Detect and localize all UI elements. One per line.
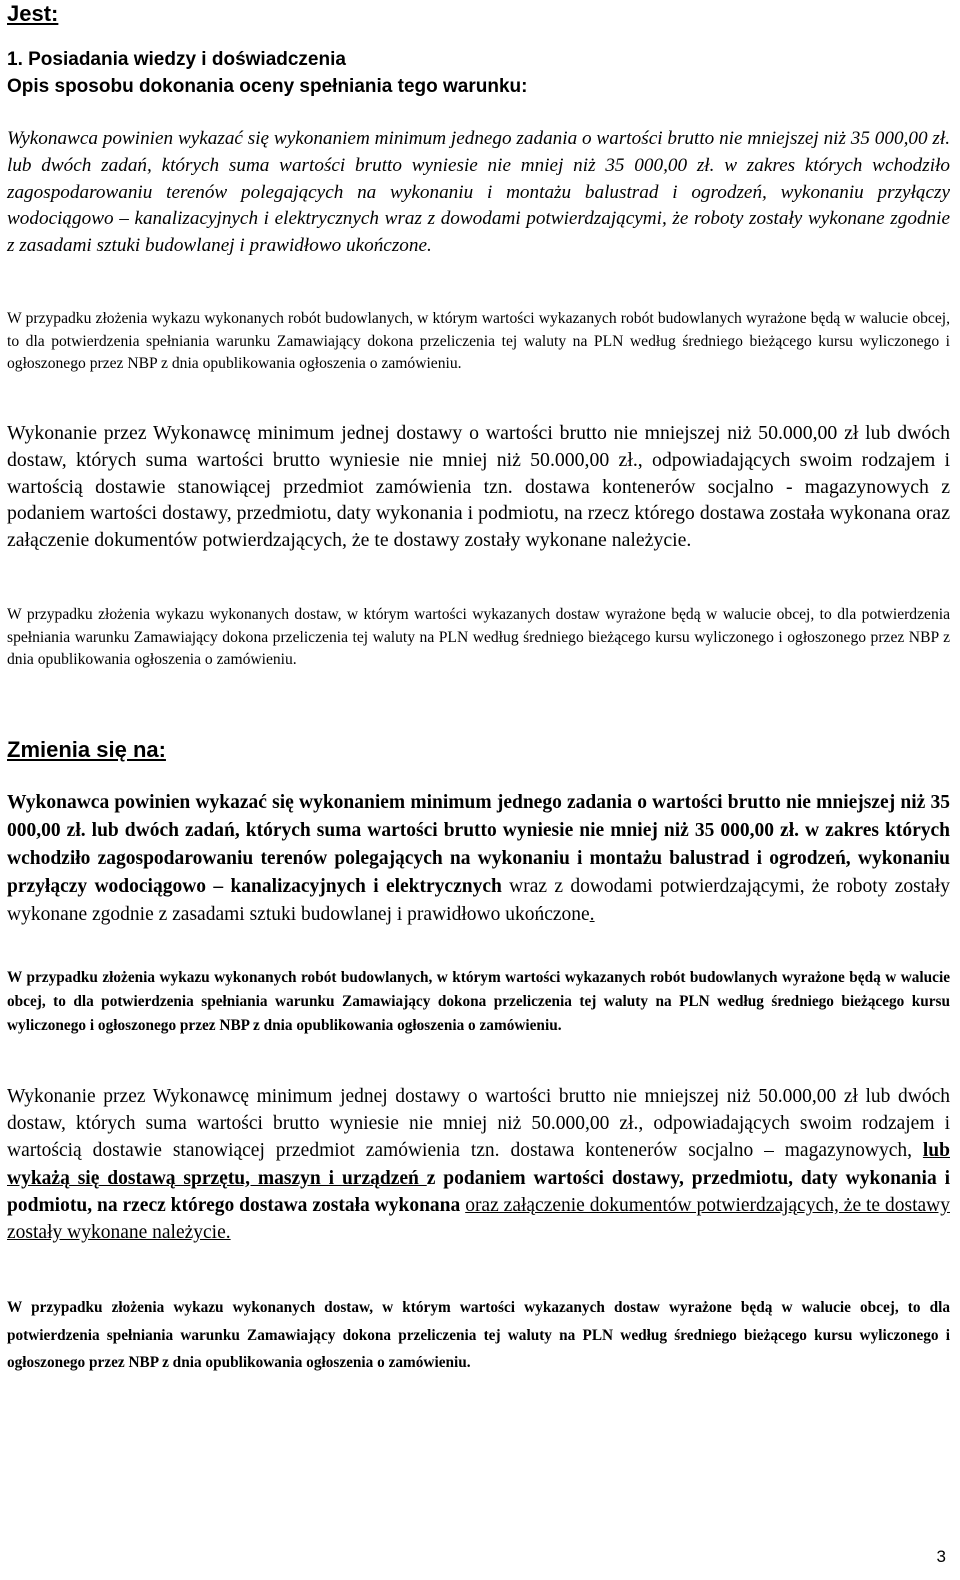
jest-heading-text: Jest: <box>7 1 59 26</box>
zmienia-heading <box>7 737 950 763</box>
zmienia-heading-text: Zmienia się na: <box>7 737 166 762</box>
new-paragraph-3-underlined: lub wykażą się dostawą sprzętu, maszyn i urządzeń <box>7 1140 950 1189</box>
old-paragraph-4-text: W przypadku złożenia wykazu wykonanych dostaw, w którym wartości wykazanych dostaw wyrażone będą w walucie obcej, to dla potwierdzenia spełniania warunku Zamawiający dokona przeliczenia tej waluty na PLN według średniego bieżącego kursu wyliczonego i ogłoszonego przez NBP z dnia opublikowania ogłoszenia o zamówieniu. <box>7 606 950 668</box>
new-paragraph-3-a: Wykonanie przez Wykonawcę minimum jednej dostawy o wartości brutto nie mniejszej niż 50.000,00 zł lub dwóch dostaw, których suma wartości brutto wyniesie nie mniej niż 50.000,00 zł., odpowiadających swoim rodzajem i wartością dostawie stanowiącej przedmiot zamówienia tzn. dostawa kontenerów socjalno – magazynowych, <box>7 1086 950 1162</box>
old-paragraph-2: W przypadku złożenia wykazu wykonanych robót budowlanych, w którym wartości wykazanych robót budowlanych wyrażone będą w walucie obcej, to dla potwierdzenia spełniania warunku Zamawiający dokona przeliczenia tej waluty na PLN według średniego bieżącego kursu wyliczonego i ogłoszonego przez NBP z dnia opublikowania ogłoszenia o zamówieniu. <box>7 310 950 372</box>
jest-heading <box>7 1 950 27</box>
new-paragraph-1-bold: Wykonawca powinien wykazać się wykonaniem minimum jednego zadania o wartości brutto nie mniejszej niż 35 000,00 zł. lub dwóch zadań, których suma wartości brutto wyniesie nie mniej niż 35 000,00 zł. w zakres których wchodziło zagospodarowaniu terenów polegających na wykonaniu i montażu balustrad i ogrodzeń, wykonaniu przyłączy wodociągowo – kanalizacyjnych i elektrycznych <box>7 792 950 897</box>
new-paragraph-4: W przypadku złożenia wykazu wykonanych dostaw, w którym wartości wykazanych dostaw wyrażone będą w walucie obcej, to dla potwierdzenia spełniania warunku Zamawiający dokona przeliczenia tej waluty na PLN według średniego bieżącego kursu wyliczonego i ogłoszonego przez NBP z dnia opublikowania ogłoszenia o zamówieniu. <box>7 1299 950 1372</box>
new-paragraph-1-end: . <box>589 904 595 925</box>
section-heading-line2: Opis sposobu dokonania oceny spełniania tego warunku: <box>7 76 528 97</box>
old-paragraph-1: Wykonawca powinien wykazać się wykonaniem minimum jednego zadania o wartości brutto nie mniejszej niż 35 000,00 zł. lub dwóch zadań, których suma wartości brutto wyniesie nie mniej niż 35 000,00 zł. w zakres których wchodziło zagospodarowaniu terenów polegających na wykonaniu i montażu balustrad i ogrodzeń, wykonaniu przyłączy wodociągowo – kanalizacyjnych i elektrycznych wraz z dowodami potwierdzającymi, że roboty zostały wykonane zgodnie z zasadami sztuki budowlanej i prawidłowo ukończone. <box>7 128 950 257</box>
section-heading <box>7 46 950 100</box>
new-paragraph-3-b: z podaniem wartości dostawy, przedmiotu, daty wykonania i podmiotu, na rzecz którego dostawa została wykonana <box>7 1167 950 1216</box>
new-paragraph-2: W przypadku złożenia wykazu wykonanych robót budowlanych, w którym wartości wykazanych robót budowlanych wyrażone będą w walucie obcej, to dla potwierdzenia spełniania warunku Zamawiający dokona przeliczenia tej waluty na PLN według średniego bieżącego kursu wyliczonego i ogłoszonego przez NBP z dnia opublikowania ogłoszenia o zamówieniu. <box>7 969 950 1034</box>
old-paragraph-3: Wykonanie przez Wykonawcę minimum jednej dostawy o wartości brutto nie mniejszej niż 50.000,00 zł lub dwóch dostaw, których suma wartości brutto wyniesie nie mniej niż 50.000,00 zł., odpowiadających swoim rodzajem i wartością dostawie stanowiącej przedmiot zamówienia tzn. dostawa kontenerów socjalno - magazynowych z podaniem wartości dostawy, przedmiotu, daty wykonania i podmiotu, na rzecz którego dostawa została wykonana oraz załączenie dokumentów potwierdzających, że te dostawy zostały wykonane należycie. <box>7 422 950 552</box>
new-paragraph-3 <box>7 1083 950 1246</box>
new-paragraph-3-d: oraz załączenie dokumentów potwierdzających, że te dostawy zostały wykonane należycie. <box>7 1194 950 1244</box>
new-paragraph-1-rest: wraz z dowodami potwierdzającymi, że roboty zostały wykonane zgodnie z zasadami sztuki budowlanej i prawidłowo ukończone <box>7 876 950 925</box>
new-paragraph-1 <box>7 789 950 929</box>
page-number: 3 <box>936 1547 946 1566</box>
section-heading-line1: 1. Posiadania wiedzy i doświadczenia <box>7 49 346 70</box>
old-paragraph-4 <box>7 604 950 672</box>
